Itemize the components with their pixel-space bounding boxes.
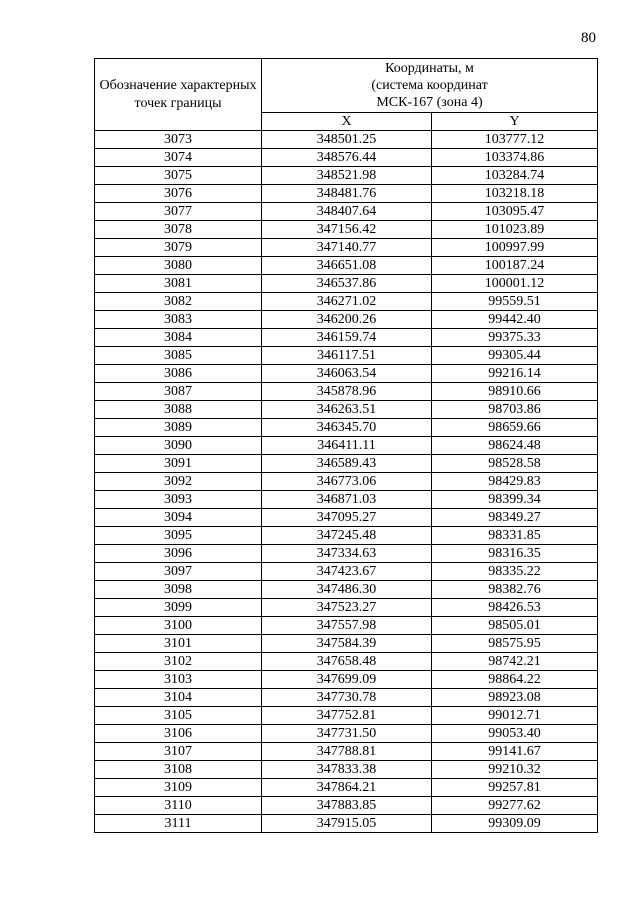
table-row — [95, 599, 598, 617]
table-row — [95, 185, 598, 203]
x-cell: 348521.98 — [262, 167, 432, 185]
y-cell: 99559.51 — [432, 293, 598, 311]
point-cell: 3109 — [95, 779, 262, 797]
point-cell: 3106 — [95, 725, 262, 743]
x-cell: 346263.51 — [262, 401, 432, 419]
header-coordinates-line3: МСК-167 (зона 4) — [376, 95, 483, 110]
table-row — [95, 167, 598, 185]
y-cell: 99257.81 — [432, 779, 598, 797]
y-cell: 100001.12 — [432, 275, 598, 293]
point-cell: 3077 — [95, 203, 262, 221]
point-cell: 3079 — [95, 239, 262, 257]
point-cell: 3084 — [95, 329, 262, 347]
x-cell: 347245.48 — [262, 527, 432, 545]
x-cell: 348407.64 — [262, 203, 432, 221]
point-cell: 3082 — [95, 293, 262, 311]
table-row — [95, 635, 598, 653]
table-row — [95, 383, 598, 401]
x-cell: 347915.05 — [262, 815, 432, 833]
point-cell: 3097 — [95, 563, 262, 581]
point-cell: 3086 — [95, 365, 262, 383]
header-coordinates — [262, 59, 598, 113]
y-cell: 98426.53 — [432, 599, 598, 617]
x-cell: 347788.81 — [262, 743, 432, 761]
x-cell: 346871.03 — [262, 491, 432, 509]
x-cell: 347730.78 — [262, 689, 432, 707]
x-cell: 346117.51 — [262, 347, 432, 365]
y-cell: 103284.74 — [432, 167, 598, 185]
y-cell: 99442.40 — [432, 311, 598, 329]
y-cell: 98429.83 — [432, 473, 598, 491]
header-coordinates-line2: (система координат — [371, 78, 488, 93]
point-cell: 3110 — [95, 797, 262, 815]
y-cell: 98382.76 — [432, 581, 598, 599]
table-row — [95, 401, 598, 419]
point-cell: 3108 — [95, 761, 262, 779]
y-cell: 98399.34 — [432, 491, 598, 509]
x-cell: 346200.26 — [262, 311, 432, 329]
y-cell: 99375.33 — [432, 329, 598, 347]
point-cell: 3093 — [95, 491, 262, 509]
point-cell: 3081 — [95, 275, 262, 293]
y-cell: 99309.09 — [432, 815, 598, 833]
header-point-designation: Обозначение характерных точек границы — [95, 59, 262, 131]
y-cell: 100997.99 — [432, 239, 598, 257]
y-cell: 98703.86 — [432, 401, 598, 419]
x-cell: 347752.81 — [262, 707, 432, 725]
table-row — [95, 257, 598, 275]
x-cell: 347883.85 — [262, 797, 432, 815]
point-cell: 3087 — [95, 383, 262, 401]
x-cell: 348481.76 — [262, 185, 432, 203]
page-number: 80 — [581, 30, 596, 46]
table-row — [95, 653, 598, 671]
x-cell: 347658.48 — [262, 653, 432, 671]
point-cell: 3105 — [95, 707, 262, 725]
x-cell: 346537.86 — [262, 275, 432, 293]
point-cell: 3080 — [95, 257, 262, 275]
y-cell: 98864.22 — [432, 671, 598, 689]
x-cell: 346651.08 — [262, 257, 432, 275]
y-cell: 103777.12 — [432, 131, 598, 149]
y-cell: 98528.58 — [432, 455, 598, 473]
point-cell: 3085 — [95, 347, 262, 365]
y-cell: 98923.08 — [432, 689, 598, 707]
x-cell: 346271.02 — [262, 293, 432, 311]
y-cell: 103374.86 — [432, 149, 598, 167]
point-cell: 3076 — [95, 185, 262, 203]
y-cell: 100187.24 — [432, 257, 598, 275]
table-row — [95, 689, 598, 707]
table-row — [95, 365, 598, 383]
point-cell: 3096 — [95, 545, 262, 563]
x-cell: 346773.06 — [262, 473, 432, 491]
x-cell: 347140.77 — [262, 239, 432, 257]
point-cell: 3107 — [95, 743, 262, 761]
table-row — [95, 221, 598, 239]
y-cell: 98575.95 — [432, 635, 598, 653]
point-cell: 3100 — [95, 617, 262, 635]
point-cell: 3090 — [95, 437, 262, 455]
x-cell: 347699.09 — [262, 671, 432, 689]
y-cell: 99141.67 — [432, 743, 598, 761]
y-cell: 103218.18 — [432, 185, 598, 203]
table-row — [95, 437, 598, 455]
table-row — [95, 779, 598, 797]
table-row — [95, 419, 598, 437]
point-cell: 3095 — [95, 527, 262, 545]
table-row — [95, 527, 598, 545]
table-row — [95, 149, 598, 167]
table-row — [95, 347, 598, 365]
table-body — [95, 131, 598, 833]
point-cell: 3078 — [95, 221, 262, 239]
table-row — [95, 329, 598, 347]
table-row — [95, 131, 598, 149]
point-cell: 3111 — [95, 815, 262, 833]
y-cell: 98331.85 — [432, 527, 598, 545]
table-row — [95, 293, 598, 311]
x-cell: 346063.54 — [262, 365, 432, 383]
header-coordinates-line1: Координаты, м — [385, 61, 474, 76]
table-row — [95, 797, 598, 815]
y-cell: 101023.89 — [432, 221, 598, 239]
table-row — [95, 707, 598, 725]
point-cell: 3104 — [95, 689, 262, 707]
point-cell: 3103 — [95, 671, 262, 689]
table-row — [95, 725, 598, 743]
x-cell: 347731.50 — [262, 725, 432, 743]
y-cell: 99210.32 — [432, 761, 598, 779]
x-cell: 346345.70 — [262, 419, 432, 437]
table-row — [95, 743, 598, 761]
y-cell: 98335.22 — [432, 563, 598, 581]
y-cell: 99012.71 — [432, 707, 598, 725]
point-cell: 3102 — [95, 653, 262, 671]
x-cell: 347557.98 — [262, 617, 432, 635]
x-cell: 345878.96 — [262, 383, 432, 401]
y-cell: 99053.40 — [432, 725, 598, 743]
table-row — [95, 491, 598, 509]
point-cell: 3094 — [95, 509, 262, 527]
x-cell: 346589.43 — [262, 455, 432, 473]
table-row — [95, 617, 598, 635]
header-x: X — [262, 113, 432, 131]
x-cell: 347156.42 — [262, 221, 432, 239]
x-cell: 347334.63 — [262, 545, 432, 563]
y-cell: 99216.14 — [432, 365, 598, 383]
x-cell: 347095.27 — [262, 509, 432, 527]
coordinates-table — [94, 58, 598, 833]
table-row — [95, 671, 598, 689]
table-row — [95, 509, 598, 527]
table-row — [95, 815, 598, 833]
y-cell: 98349.27 — [432, 509, 598, 527]
point-cell: 3091 — [95, 455, 262, 473]
x-cell: 346411.11 — [262, 437, 432, 455]
table-row — [95, 563, 598, 581]
point-cell: 3075 — [95, 167, 262, 185]
table-row — [95, 761, 598, 779]
y-cell: 99277.62 — [432, 797, 598, 815]
point-cell: 3083 — [95, 311, 262, 329]
table-row — [95, 581, 598, 599]
table-row — [95, 203, 598, 221]
table-row — [95, 455, 598, 473]
x-cell: 348501.25 — [262, 131, 432, 149]
table-row — [95, 311, 598, 329]
table-row — [95, 545, 598, 563]
x-cell: 346159.74 — [262, 329, 432, 347]
table-row — [95, 275, 598, 293]
x-cell: 347864.21 — [262, 779, 432, 797]
point-cell: 3073 — [95, 131, 262, 149]
y-cell: 98742.21 — [432, 653, 598, 671]
y-cell: 98910.66 — [432, 383, 598, 401]
y-cell: 98316.35 — [432, 545, 598, 563]
y-cell: 99305.44 — [432, 347, 598, 365]
table-header-row — [95, 59, 598, 113]
point-cell: 3088 — [95, 401, 262, 419]
x-cell: 347584.39 — [262, 635, 432, 653]
point-cell: 3089 — [95, 419, 262, 437]
point-cell: 3101 — [95, 635, 262, 653]
point-cell: 3092 — [95, 473, 262, 491]
y-cell: 98505.01 — [432, 617, 598, 635]
point-cell: 3099 — [95, 599, 262, 617]
y-cell: 98624.48 — [432, 437, 598, 455]
y-cell: 103095.47 — [432, 203, 598, 221]
x-cell: 347486.30 — [262, 581, 432, 599]
x-cell: 347833.38 — [262, 761, 432, 779]
x-cell: 347523.27 — [262, 599, 432, 617]
point-cell: 3074 — [95, 149, 262, 167]
table-row — [95, 239, 598, 257]
point-cell: 3098 — [95, 581, 262, 599]
header-y: Y — [432, 113, 598, 131]
table-row — [95, 473, 598, 491]
x-cell: 347423.67 — [262, 563, 432, 581]
x-cell: 348576.44 — [262, 149, 432, 167]
y-cell: 98659.66 — [432, 419, 598, 437]
